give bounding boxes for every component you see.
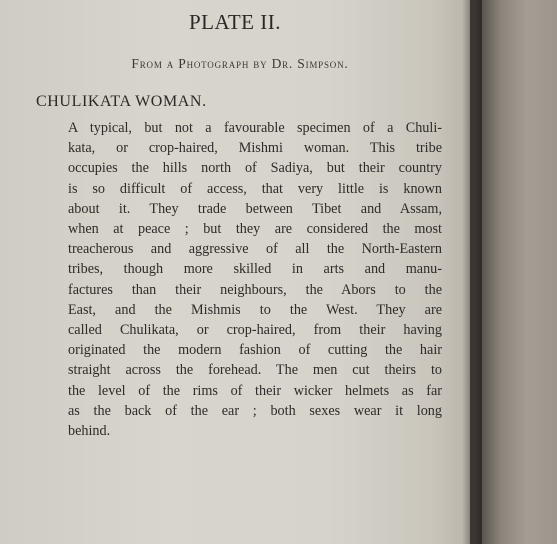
- caption-line: treacherous and aggressive of all the North-Eastern: [68, 241, 442, 258]
- plate-title: PLATE II.: [189, 10, 281, 34]
- caption-line: when at peace ; but they are considered the most: [68, 221, 442, 238]
- caption-line: originated the modern fashion of cutting the hair: [68, 342, 442, 359]
- caption-line: tribes, though more skilled in arts and manu-: [68, 261, 442, 278]
- caption-line: East, and the Mishmis to the West. They are: [68, 301, 442, 318]
- caption-line: factures than their neighbours, the Abors to the: [68, 281, 442, 298]
- caption-body: [68, 118, 442, 441]
- book-gutter: [462, 0, 482, 544]
- caption-line: A typical, but not a favourable specimen of a Chuli-: [68, 120, 442, 136]
- caption-line: behind.: [68, 423, 111, 440]
- facing-page-edge: [482, 0, 557, 544]
- caption-line: is so difficult of access, that very little is known: [68, 180, 442, 197]
- caption-line: called Chulikata, or crop-haired, from their having: [68, 322, 442, 339]
- caption-line: as the back of the ear ; both sexes wear it long: [68, 402, 442, 419]
- photo-credit: From a Photograph by Dr. Simpson.: [131, 56, 349, 71]
- caption-line: the level of the rims of their wicker helmets as far: [68, 382, 442, 399]
- caption-line: kata, or crop-haired, Mishmi woman. This tribe: [68, 140, 442, 157]
- caption-line: about it. They trade between Tibet and Assam,: [68, 200, 442, 217]
- caption-line: occupies the hills north of Sadiya, but their country: [68, 160, 442, 177]
- caption-line: straight across the forehead. The men cut theirs to: [68, 362, 442, 379]
- caption-heading: CHULIKATA WOMAN.: [36, 93, 207, 110]
